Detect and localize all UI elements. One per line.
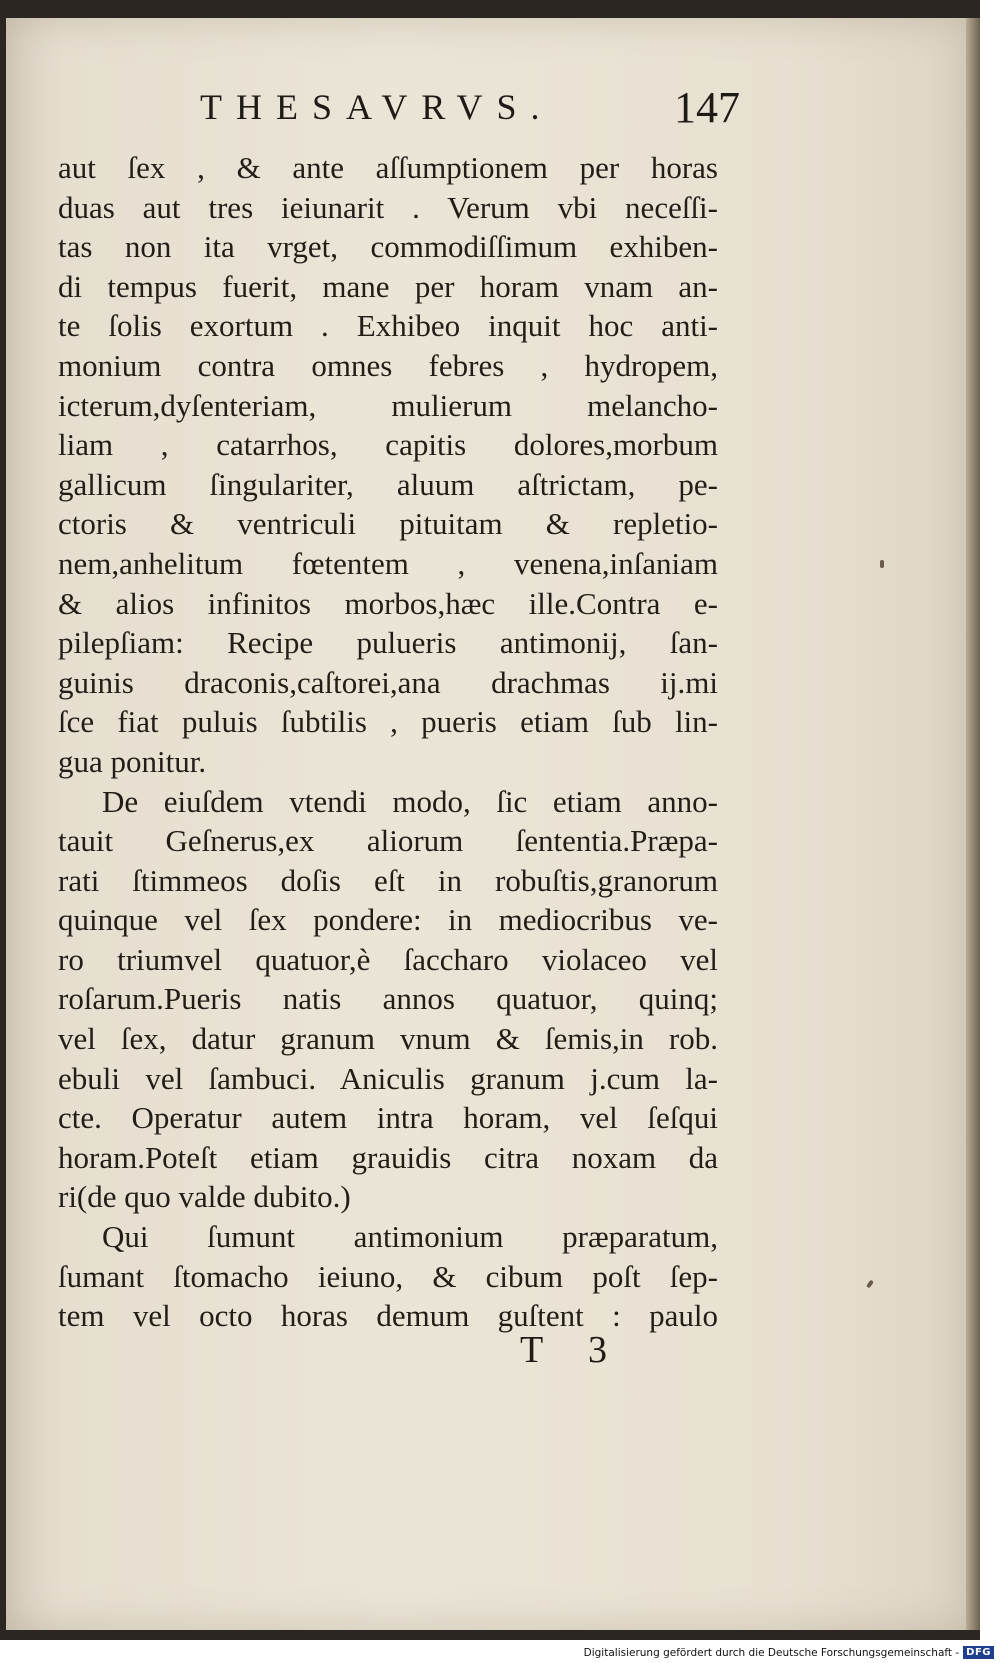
text-line: monium contra omnes febres , hydropem, — [58, 347, 718, 383]
page-number: 147 — [674, 83, 740, 132]
text-line: ctoris & ventriculi pituitam & repletio- — [58, 506, 718, 542]
text-line: tem vel octo horas demum guſtent : paulo — [58, 1298, 718, 1334]
text-line: duas aut tres ieiunarit . Verum vbi neceſſi- — [58, 189, 718, 225]
text-line: ſumant ſtomacho ieiuno, & cibum poſt ſep- — [58, 1258, 718, 1294]
text-line: ri(de quo valde dubito.) — [58, 1179, 351, 1215]
scan-bottom-edge — [0, 1630, 980, 1640]
paragraph-start-line: De eiuſdem vtendi modo, ſic etiam anno- — [102, 783, 718, 819]
running-head — [200, 83, 740, 146]
text-line: ſce fiat puluis ſubtilis , pueris etiam ſub lin- — [58, 704, 718, 740]
signature-mark: T 3 — [520, 1329, 626, 1371]
text-line: ebuli vel ſambuci. Aniculis granum j.cum la- — [58, 1060, 718, 1096]
text-line: aut ſex , & ante aſſumptionem per horas — [58, 150, 718, 185]
paper-blemish — [880, 560, 884, 568]
text-line: cte. Operatur autem intra horam, vel ſeſqui — [58, 1100, 718, 1136]
text-line: gua ponitur. — [58, 743, 207, 779]
text-line: vel ſex, datur granum vnum & ſemis,in rob. — [58, 1021, 718, 1057]
text-line: di tempus fuerit, mane per horam vnam an- — [58, 268, 718, 304]
text-line: tauit Geſnerus,ex aliorum ſententia.Præpa- — [58, 823, 718, 859]
digitization-credit — [584, 1646, 994, 1659]
text-line: te ſolis exortum . Exhibeo inquit hoc anti- — [58, 308, 718, 344]
text-line: ro triumvel quatuor,è ſaccharo violaceo vel — [58, 941, 718, 977]
text-line: roſarum.Pueris natis annos quatuor, quinq; — [58, 981, 718, 1017]
text-line: liam , catarrhos, capitis dolores,morbum — [58, 427, 718, 463]
page-edge — [966, 18, 980, 1630]
credit-text: Digitalisierung gefördert durch die Deutsche Forschungsgemeinschaft - — [583, 1646, 960, 1659]
text-line: guinis draconis,caſtorei,ana drachmas ij.mi — [58, 664, 718, 700]
text-line: quinque vel ſex pondere: in mediocribus ve- — [58, 902, 718, 938]
text-line: icterum,dyſenteriam, mulierum melancho- — [58, 387, 718, 423]
text-line: rati ſtimmeos doſis eſt in robuſtis,granorum — [58, 862, 718, 898]
text-line: pilepſiam: Recipe pulueris antimonij, ſan- — [58, 625, 718, 661]
text-line: & alios infinitos morbos,hæc ille.Contra e- — [58, 585, 718, 621]
paragraph-start-line: Qui ſumunt antimonium præparatum, — [102, 1219, 718, 1255]
dfg-logo[interactable]: DFG — [963, 1646, 994, 1659]
text-line: tas non ita vrget, commodiſſimum exhiben- — [58, 229, 718, 265]
body-text — [58, 148, 718, 1336]
text-line: horam.Poteſt etiam grauidis citra noxam da — [58, 1139, 718, 1175]
text-line: nem,anhelitum fœtentem , venena,inſaniam — [58, 545, 718, 581]
text-line: gallicum ſingulariter, aluum aſtrictam, pe- — [58, 466, 718, 502]
running-title: THESAVRVS. — [200, 87, 554, 127]
